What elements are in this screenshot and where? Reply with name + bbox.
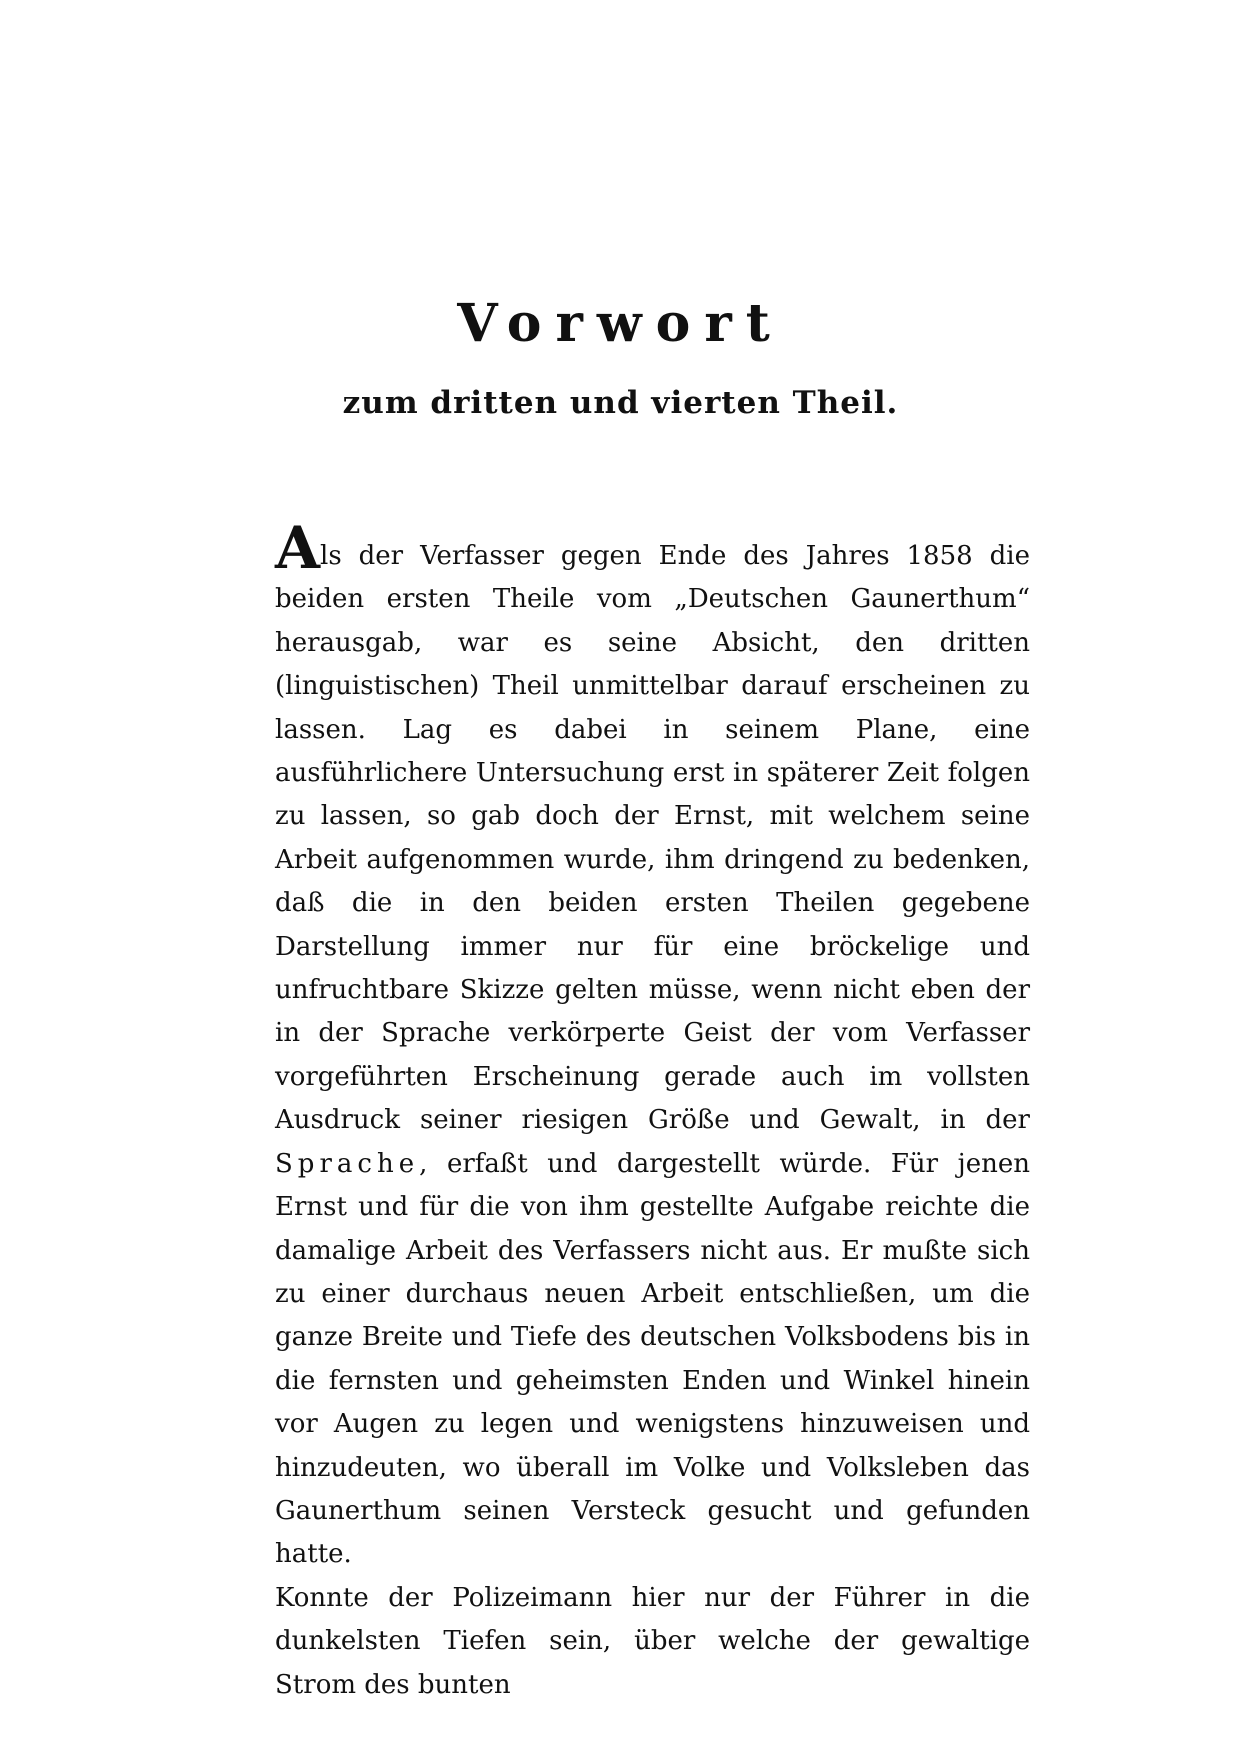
- paragraph-1: [275, 514, 1030, 1577]
- paragraph-2: Konnte der Polizeimann hier nur der Führer in die dunkelsten Tiefen sein, über welche der gewaltige Strom des bunten: [275, 1582, 1030, 1700]
- page-title: Vorwort: [457, 293, 784, 354]
- drop-cap: A: [275, 514, 321, 582]
- body-text: [275, 514, 1030, 1707]
- paragraph-1-lead: ls der Verfasser gegen Ende des Jahres 1858 die beiden ersten Theile vom „Deutschen Gaunerthum“ herausgab, war es seine Absicht, den dritten (linguistischen) Theil unmittelbar darauf erscheinen zu lassen. Lag es dabei in seinem Plane, eine ausführlichere Untersuchung erst in späterer Zeit folgen zu lassen, so gab doch der Ernst, mit welchem seine Arbeit aufgenommen wurde, ihm dringend zu bedenken, daß die in den beiden ersten Theilen gegebene Darstellung immer nur für eine bröckelige und unfruchtbare Skizze gelten müsse, wenn nicht eben der in der Sprache verkörperte Geist der vom Verfasser vorgeführten Erscheinung gerade auch im vollsten Ausdruck seiner riesigen Größe und Gewalt, in der: [275, 541, 1030, 1136]
- paragraph-1-rest: , erfaßt und dargestellt würde. Für jenen Ernst und für die von ihm gestellte Aufgabe reichte die damalige Arbeit des Verfassers nicht aus. Er mußte sich zu einer durchaus neuen Arbeit entschließen, um die ganze Breite und Tiefe des deutschen Volksbodens bis in die fernsten und geheimsten Enden und Winkel hinein vor Augen zu legen und wenigstens hinzuweisen und hinzudeuten, wo überall im Volke und Volksleben das Gaunerthum seinen Versteck gesucht und gefunden hatte.: [275, 1148, 1030, 1570]
- page-subtitle: zum dritten und vierten Theil.: [342, 385, 899, 421]
- paragraph-1-emphasis: Sprache: [275, 1148, 420, 1179]
